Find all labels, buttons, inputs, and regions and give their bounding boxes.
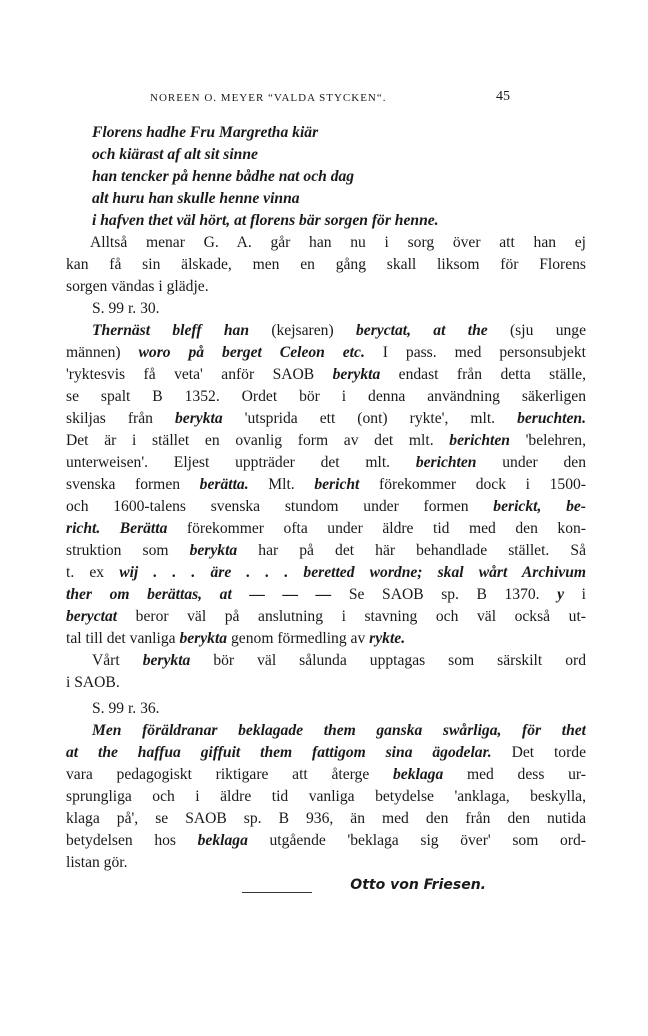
paragraph-1 <box>66 232 586 298</box>
italic-text: berykta <box>189 542 238 559</box>
text-line: Alltså menar G. A. går han nu i sorg över att han ej <box>90 234 586 251</box>
text-run: 'ryktesvis få veta' anför SAOB <box>66 366 333 383</box>
verse-line: han tencker på henne bådhe nat och dag <box>92 168 355 185</box>
text-line <box>66 672 586 694</box>
text-run: 'belehren, <box>509 432 586 449</box>
text-line <box>66 386 586 408</box>
italic-text: berykta <box>174 410 223 427</box>
text-run: i <box>564 586 586 603</box>
italic-text: berichten <box>449 432 510 449</box>
paragraph-2 <box>66 320 586 650</box>
text-line <box>66 474 586 496</box>
paragraph-3 <box>66 650 586 694</box>
text-run: Det torde <box>491 744 586 761</box>
text-run: vara pedagogiskt riktigare att återge <box>66 766 393 783</box>
paragraph-4 <box>66 720 586 874</box>
italic-text: beklaga <box>197 832 248 849</box>
text-run: Det är i stället en ovanlig form av det mlt. <box>66 432 450 449</box>
text-run: genom förmedling av <box>227 630 370 647</box>
section-reference: S. 99 r. 36. <box>92 700 160 717</box>
text-run: Mlt. <box>248 476 315 493</box>
italic-text: beryctat <box>66 608 118 625</box>
text-run: struktion som <box>66 542 190 559</box>
text-run: (sju unge <box>487 322 586 339</box>
text-line <box>66 830 586 852</box>
text-line <box>66 408 586 430</box>
italic-text: berykta <box>179 630 228 647</box>
verse-line: och kiärast af alt sit sinne <box>92 146 258 163</box>
text-line <box>66 606 586 628</box>
italic-text: ther om berättas, at — — — <box>66 586 332 603</box>
text-run: Se SAOB sp. B 1370. <box>331 586 558 603</box>
text-run: se spalt B 1352. Ordet bör i denna användning säkerligen <box>66 388 586 405</box>
italic-text: berickt, be- <box>493 498 586 515</box>
text-run: I pass. med personsubjekt <box>364 344 586 361</box>
text-run: listan gör. <box>66 854 128 871</box>
text-line <box>66 764 586 786</box>
verse-line: Florens hadhe Fru Margretha kiär <box>92 124 319 141</box>
text-line <box>66 808 586 830</box>
page-number: 45 <box>496 89 510 104</box>
text-line <box>66 518 586 540</box>
text-line: sorgen vändas i glädje. <box>66 278 209 295</box>
italic-text: beklaga <box>393 766 444 783</box>
text-run: 'utsprida ett (ont) rykte', mlt. <box>222 410 518 427</box>
text-line <box>66 364 586 386</box>
text-line <box>66 496 586 518</box>
verse-line: i hafven thet väl hört, at florens bär sorgen för henne. <box>92 212 439 229</box>
text-run: beror väl på anslutning i stavning och väl också ut- <box>117 608 586 625</box>
running-title: NOREEN O. MEYER “VALDA STYCKEN“. <box>150 92 387 104</box>
italic-text: y <box>557 586 565 603</box>
italic-text: wij . . . äre . . . beretted wordne; skal wårt Archivum <box>119 564 586 581</box>
text-run: förekommer ofta under äldre tid med den kon- <box>167 520 586 537</box>
text-run: med dess ur- <box>443 766 586 783</box>
closing-rule <box>242 892 312 893</box>
text-line: kan få sin älskade, men en gång skall liksom för Florens <box>66 256 586 273</box>
italic-text: berichten <box>415 454 477 471</box>
text-line <box>66 342 586 364</box>
italic-text: rykte. <box>369 630 406 647</box>
text-run: under den <box>476 454 586 471</box>
text-run: Vårt <box>92 652 143 669</box>
text-line <box>66 628 586 650</box>
text-line <box>66 584 586 606</box>
italic-text: berykta <box>332 366 381 383</box>
italic-text: beryctat, at the <box>355 322 488 339</box>
text-run: t. ex <box>66 564 120 581</box>
italic-text: berätta. <box>199 476 249 493</box>
text-run: har på det här behandlade stället. Så <box>237 542 586 559</box>
italic-text: bericht <box>314 476 360 493</box>
text-run: i SAOB. <box>66 674 120 691</box>
italic-text: richt. Berätta <box>66 520 168 537</box>
text-run: betydelsen hos <box>66 832 198 849</box>
italic-text: berykta <box>142 652 191 669</box>
text-line <box>66 320 586 342</box>
verse-quote <box>66 122 586 232</box>
text-run: och 1600-talens svenska stundom under formen <box>66 498 494 515</box>
text-line <box>66 742 586 764</box>
italic-text: Men föräldranar beklagade them ganska swårliga, för thet <box>92 722 586 739</box>
italic-text: Thernäst bleff han <box>92 322 249 339</box>
text-line <box>66 720 586 742</box>
text-line <box>66 540 586 562</box>
text-run: skiljas från <box>66 410 175 427</box>
text-run: (kejsaren) <box>249 322 356 339</box>
text-run: tal till det vanliga <box>66 630 180 647</box>
text-run: svenska formen <box>66 476 200 493</box>
section-reference: S. 99 r. 30. <box>92 300 160 317</box>
italic-text: woro på berget Celeon etc. <box>138 344 365 361</box>
text-run: klaga på', se SAOB sp. B 936, än med den från den nutida <box>66 810 586 827</box>
text-run: männen) <box>66 344 139 361</box>
text-run: unterweisen'. Eljest uppträder det mlt. <box>66 454 416 471</box>
text-run: förekommer dock i 1500- <box>359 476 586 493</box>
text-line <box>66 852 586 874</box>
text-line <box>66 786 586 808</box>
body-text <box>66 122 586 896</box>
text-line <box>66 650 586 672</box>
text-line <box>66 430 586 452</box>
text-line <box>66 452 586 474</box>
text-run: sprungliga och i äldre tid vanliga betydelse 'anklaga, beskylla, <box>66 788 586 805</box>
text-line <box>66 562 586 584</box>
author-signature: Otto von Friesen. <box>350 877 486 893</box>
verse-line: alt huru han skulle henne vinna <box>92 190 300 207</box>
text-run: utgående 'beklaga sig över' som ord- <box>247 832 586 849</box>
italic-text: beruchten. <box>517 410 586 427</box>
italic-text: at the haffua giffuit them fattigom sina ägodelar. <box>66 744 492 761</box>
text-run: bör väl sålunda upptagas som särskilt ord <box>190 652 586 669</box>
text-run: endast från detta ställe, <box>380 366 586 383</box>
